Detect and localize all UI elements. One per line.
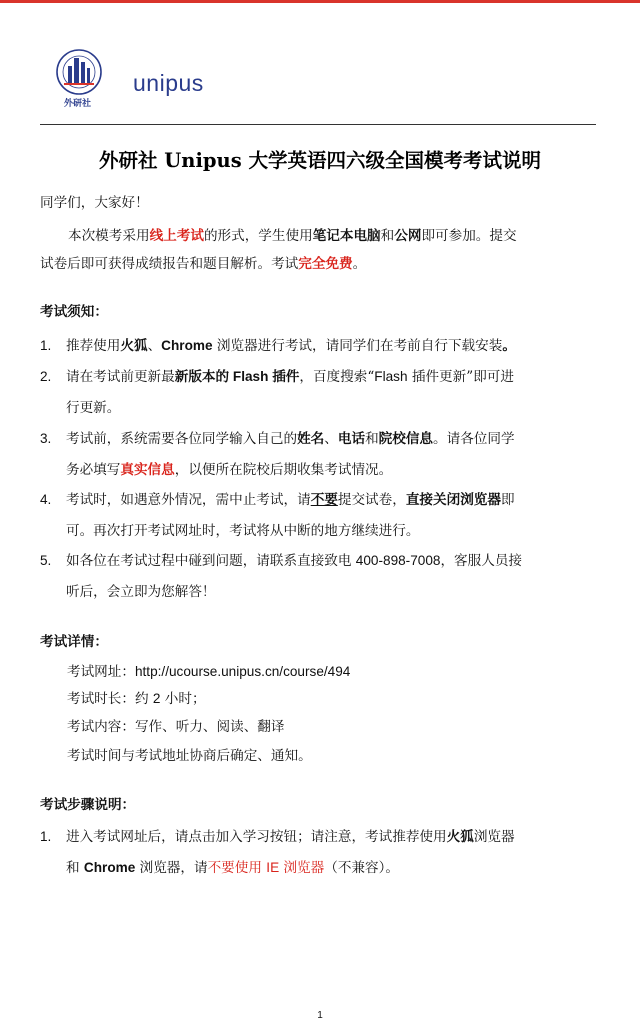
- details-heading: 考试详情：: [40, 634, 108, 650]
- step-text: 和: [66, 859, 84, 876]
- details-url: [67, 660, 350, 680]
- details-duration: [67, 687, 206, 707]
- fltrp-logo-label: 外研社: [64, 99, 92, 109]
- notice-text: 听后，会立即为您解答！: [66, 583, 216, 600]
- notice-text: ，百度搜索“: [299, 369, 375, 385]
- notice-bold-underlined: 不要: [310, 492, 338, 508]
- notice-text: ，客服人员接: [440, 553, 523, 569]
- notice-item: [40, 362, 600, 423]
- notice-text: 提交试卷，: [337, 492, 406, 508]
- notice-text: 推荐使用: [66, 338, 121, 354]
- notice-text: 、: [147, 338, 162, 354]
- notice-text: ，以便所在院校后期收集考试情况。: [174, 461, 393, 478]
- notice-text: 考试时，如遇意外情况，需中止考试，请: [66, 492, 311, 508]
- details-label: 考试网址：: [67, 664, 135, 680]
- step-bold: 火狐: [446, 829, 474, 845]
- notice-text: Flash: [374, 369, 408, 384]
- phone-number: 400-898-7008: [355, 553, 441, 568]
- list-number: 4.: [40, 492, 52, 507]
- intro-text: 本次模考采用: [68, 228, 150, 244]
- notice-text: 行更新。: [66, 399, 121, 416]
- step-text: （不兼容）。: [324, 859, 400, 876]
- notice-item: [40, 424, 600, 485]
- step-item: [40, 822, 600, 883]
- exam-url-link[interactable]: http://ucourse.unipus.cn/course/494: [134, 664, 351, 679]
- steps-heading: 考试步骤说明：: [40, 797, 136, 813]
- notice-text: 务必填写: [66, 461, 121, 478]
- details-content: 考试内容：写作、听力、阅读、翻译: [67, 719, 285, 735]
- page-title: 外研社 Unipus 大学英语四六级全国模考考试说明: [99, 149, 541, 172]
- intro-text: 试卷后即可获得成绩报告和题目解析。考试: [40, 256, 299, 272]
- intro-text: 即可参加。提交: [421, 228, 517, 244]
- intro-text: 和: [380, 228, 395, 244]
- step-warning: 不要使用: [207, 859, 267, 876]
- notice-bold: Chrome: [161, 338, 213, 353]
- intro-highlight-online: 线上考试: [149, 228, 204, 244]
- fltrp-logo: [52, 48, 106, 110]
- intro-text: 的形式，学生使用: [203, 228, 313, 244]
- notice-item: [40, 546, 600, 607]
- notice-bold: 新版本的: [174, 369, 230, 385]
- notice-text: 。: [502, 338, 516, 354]
- notice-text: 浏览器进行考试，请同学们在考前自行下载安装: [212, 338, 503, 354]
- notice-bold: Flash: [229, 369, 273, 384]
- notice-item: [40, 331, 600, 362]
- intro-highlight-free: 完全免费: [298, 256, 353, 272]
- step-warning: IE: [266, 859, 280, 875]
- notice-bold: 电话: [337, 431, 366, 447]
- step-bold: Chrome: [83, 859, 136, 875]
- details-text: 小时；: [160, 691, 206, 707]
- notice-bold: 院校信息: [378, 431, 434, 447]
- list-number: 1.: [40, 829, 52, 844]
- intro-highlight-laptop: 笔记本电脑: [312, 228, 381, 244]
- notice-bold: 火狐: [120, 338, 148, 354]
- notice-text: 插件更新”即可进: [407, 369, 514, 385]
- page-number: 1: [317, 1010, 323, 1021]
- step-warning: 浏览器: [279, 859, 325, 876]
- notice-heading: 考试须知：: [40, 304, 108, 320]
- notice-text: 、: [324, 431, 338, 447]
- unipus-logo: unipus: [133, 70, 204, 96]
- intro-paragraph: [40, 222, 600, 278]
- list-number: 5.: [40, 553, 52, 568]
- list-number: 1.: [40, 338, 52, 353]
- details-text: 2: [152, 691, 161, 706]
- list-number: 2.: [40, 369, 52, 384]
- step-text: 进入考试网址后，请点击加入学习按钮；请注意，考试推荐使用: [66, 829, 447, 845]
- step-text: 浏览器: [473, 829, 515, 845]
- notice-bold: 插件: [272, 369, 300, 385]
- notice-text: 请在考试前更新最: [66, 369, 175, 385]
- notice-text: 即: [501, 492, 515, 508]
- notice-item: [40, 485, 600, 546]
- notice-bold: 直接关闭浏览器: [405, 492, 501, 508]
- notice-text: 和: [365, 431, 379, 447]
- notice-text: 。请各位同学: [433, 431, 515, 447]
- top-accent-bar: [0, 0, 640, 3]
- notice-text: 如各位在考试过程中碰到问题，请联系直接致电: [66, 553, 356, 569]
- notice-highlight: 真实信息: [120, 461, 175, 478]
- list-number: 3.: [40, 431, 52, 446]
- greeting: 同学们，大家好！: [40, 195, 149, 211]
- details-time: 考试时间与考试地址协商后确定、通知。: [67, 748, 312, 764]
- details-text: 考试时长：约: [67, 691, 153, 707]
- header-divider: [40, 124, 596, 125]
- notice-text: 可。再次打开考试网址时，考试将从中断的地方继续进行。: [66, 522, 420, 539]
- notice-bold: 姓名: [297, 431, 325, 447]
- step-text: 浏览器，请: [135, 859, 208, 876]
- intro-text: 。: [352, 256, 367, 272]
- notice-text: 考试前，系统需要各位同学输入自己的: [66, 431, 298, 447]
- intro-highlight-network: 公网: [394, 228, 422, 244]
